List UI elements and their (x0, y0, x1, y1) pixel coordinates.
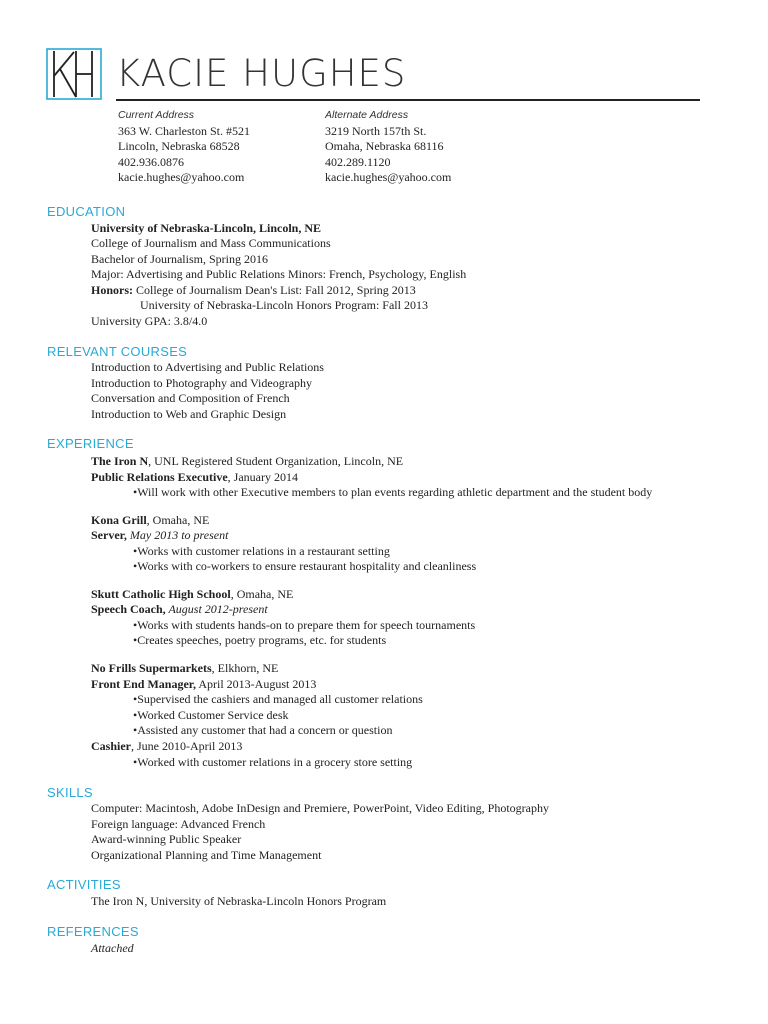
nofrills-bullet: •Worked Customer Service desk (133, 708, 289, 722)
kh-monogram-logo (46, 48, 102, 100)
activities-text: The Iron N, University of Nebraska-Lincoln Honors Program (91, 894, 387, 908)
course-item: Introduction to Photography and Videography (91, 376, 313, 390)
role-title: Front End Manager, (91, 677, 197, 691)
role-date: , June 2010-April 2013 (131, 739, 243, 753)
references-attached: Attached (91, 941, 134, 955)
education-degree: Bachelor of Journalism, Spring 2016 (91, 252, 268, 266)
role-title: Cashier (91, 739, 131, 753)
courses-heading: RELEVANT COURSES (47, 344, 188, 359)
skutt-role (91, 602, 268, 618)
iron-n-bullet: •Will work with other Executive members to plan events regarding athletic department and the student body (133, 485, 653, 499)
nofrills-role (91, 677, 316, 693)
skill-item: Award-winning Public Speaker (91, 832, 242, 846)
org-location: , Omaha, NE (230, 587, 294, 601)
org-name: No Frills Supermarkets (91, 661, 212, 675)
course-item: Introduction to Web and Graphic Design (91, 407, 287, 421)
nofrills-bullet: •Supervised the cashiers and managed all customer relations (133, 692, 423, 706)
honors-deans-list: College of Journalism Dean's List: Fall 2012, Spring 2013 (133, 283, 416, 297)
nofrills-org (91, 661, 278, 677)
org-name: Kona Grill (91, 513, 147, 527)
current-address-heading: Current Address (118, 109, 195, 121)
education-heading: EDUCATION (47, 204, 126, 219)
skill-item: Foreign language: Advanced French (91, 817, 266, 831)
alternate-street: 3219 North 157th St. (325, 123, 427, 138)
alternate-city: Omaha, Nebraska 68116 (325, 139, 444, 153)
header-rule (116, 99, 700, 101)
kona-bullet: •Works with customer relations in a restaurant setting (133, 544, 390, 558)
skutt-bullet: •Works with students hands-on to prepare them for speech tournaments (133, 618, 476, 632)
alternate-phone: 402.289.1120 (325, 154, 391, 169)
references-text (91, 941, 134, 957)
org-location: , Elkhorn, NE (211, 661, 279, 675)
alternate-email: kacie.hughes@yahoo.com (325, 170, 452, 184)
education-gpa: University GPA: 3.8/4.0 (91, 314, 208, 328)
current-address-block (118, 108, 250, 186)
org-location: , UNL Registered Student Organization, Lincoln, NE (148, 454, 404, 468)
skill-item: Organizational Planning and Time Management (91, 848, 322, 862)
iron-n-role (91, 470, 298, 486)
education-college: College of Journalism and Mass Communications (91, 236, 331, 250)
role-date: August 2012-present (165, 602, 268, 616)
skutt-org (91, 587, 293, 603)
kona-role (91, 528, 228, 544)
skills-heading: SKILLS (47, 785, 93, 800)
course-item: Introduction to Advertising and Public Relations (91, 360, 324, 374)
cashier-bullet: •Worked with customer relations in a grocery store setting (133, 755, 413, 769)
current-street: 363 W. Charleston St. #521 (118, 123, 251, 138)
experience-heading: EXPERIENCE (47, 436, 134, 451)
education-major: Major: Advertising and Public Relations Minors: French, Psychology, English (91, 267, 467, 281)
role-title: Speech Coach, (91, 602, 166, 616)
skutt-bullet: •Creates speeches, poetry programs, etc. for students (133, 633, 387, 647)
name-heading: KACIE HUGHES (116, 52, 407, 95)
role-date: April 2013-August 2013 (196, 677, 317, 691)
alternate-address-heading: Alternate Address (325, 109, 409, 121)
role-date: May 2013 to present (126, 528, 229, 542)
activities-heading: ACTIVITIES (47, 877, 121, 892)
org-name: Skutt Catholic High School (91, 587, 231, 601)
education-honors (91, 283, 416, 299)
org-name: The Iron N (91, 454, 149, 468)
education-school (91, 221, 321, 237)
honors-label: Honors: (91, 283, 133, 297)
nofrills-bullet: •Assisted any customer that had a concern or question (133, 723, 393, 737)
alternate-address-block (325, 108, 451, 186)
education-honors-program: University of Nebraska-Lincoln Honors Program: Fall 2013 (140, 298, 428, 312)
skill-item: Computer: Macintosh, Adobe InDesign and Premiere, PowerPoint, Video Editing, Photography (91, 801, 550, 815)
school-name: University of Nebraska-Lincoln, Lincoln, NE (91, 221, 322, 235)
kona-org (91, 513, 209, 529)
org-location: , Omaha, NE (146, 513, 210, 527)
role-title: Server, (91, 528, 127, 542)
references-heading: REFERENCES (47, 924, 139, 939)
iron-n-org (91, 454, 403, 470)
role-title: Public Relations Executive (91, 470, 228, 484)
role-date: , January 2014 (227, 470, 298, 484)
current-phone: 402.936.0876 (118, 154, 184, 169)
cashier-role (91, 739, 242, 755)
kona-bullet: •Works with co-workers to ensure restaurant hospitality and cleanliness (133, 559, 477, 573)
course-item: Conversation and Composition of French (91, 391, 290, 405)
current-city: Lincoln, Nebraska 68528 (118, 139, 240, 153)
current-email: kacie.hughes@yahoo.com (118, 170, 245, 184)
